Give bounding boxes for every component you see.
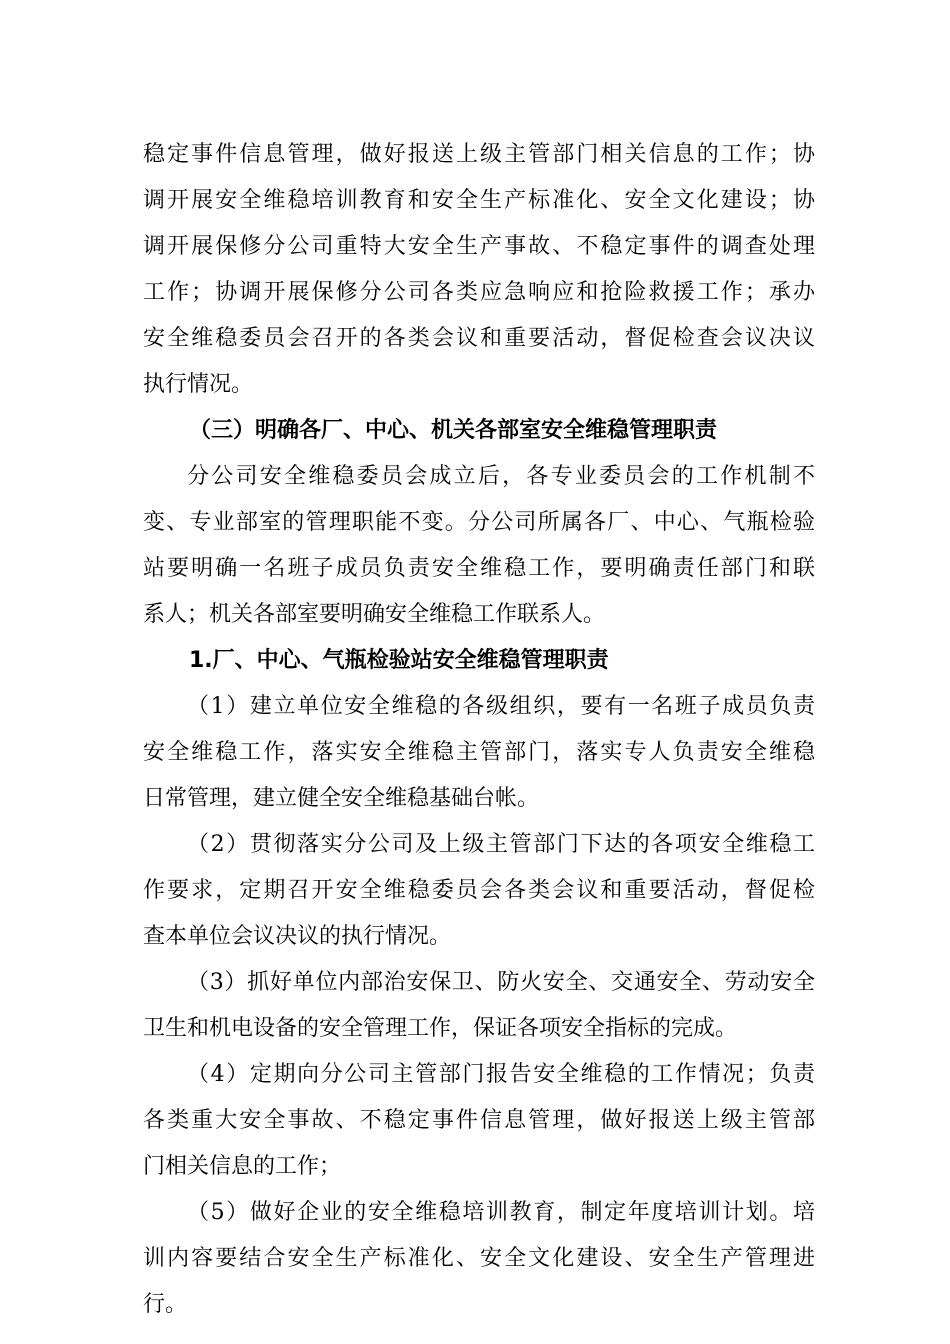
text-line: 训内容要结合安全生产标准化、安全文化建设、安全生产管理进 [143,1246,815,1271]
text-line: 工作；协调开展保修分公司各类应急响应和抢险救援工作；承办 [143,280,815,305]
text-line: 调开展保修分公司重特大安全生产事故、不稳定事件的调查处理 [143,234,815,259]
text-line: 执行情况。 [143,372,254,397]
text-line: 稳定事件信息管理，做好报送上级主管部门相关信息的工作；协 [143,142,815,167]
text-line: （3）抓好单位内部治安保卫、防火安全、交通安全、劳动安全 [187,970,815,995]
section-heading-text: （三）明确各厂、中心、机关各部室安全维稳管理职责 [189,418,718,443]
text-line: （2）贯彻落实分公司及上级主管部门下达的各项安全维稳工 [187,832,815,857]
text-line: 各类重大安全事故、不稳定事件信息管理，做好报送上级主管部 [143,1108,815,1133]
list-item [143,822,815,960]
text-line: （1）建立单位安全维稳的各级组织，要有一名班子成员负责 [187,694,815,719]
text-line: 安全维稳工作，落实安全维稳主管部门，落实专人负责安全维稳 [143,740,815,765]
list-item [143,1190,815,1328]
text-line: （4）定期向分公司主管部门报告安全维稳的工作情况；负责 [187,1062,815,1087]
text-line: 行。 [143,1292,188,1317]
text-line: 查本单位会议决议的执行情况。 [143,924,452,949]
subsection-heading-text: 1.厂、中心、气瓶检验站安全维稳管理职责 [189,648,609,673]
section-heading [143,408,815,454]
text-line: 站要明确一名班子成员负责安全维稳工作，要明确责任部门和联 [143,556,815,581]
text-line: （5）做好企业的安全维稳培训教育，制定年度培训计划。培 [187,1200,815,1225]
text-line: 门相关信息的工作； [143,1154,342,1179]
list-item [143,684,815,822]
document-body [143,132,815,1328]
list-item [143,1052,815,1190]
paragraph [143,454,815,638]
text-line: 卫生和机电设备的安全管理工作，保证各项安全指标的完成。 [143,1016,738,1041]
text-line: 分公司安全维稳委员会成立后，各专业委员会的工作机制不 [187,464,815,489]
text-line: 安全维稳委员会召开的各类会议和重要活动，督促检查会议决议 [143,326,815,351]
paragraph-continuation [143,132,815,408]
text-line: 作要求，定期召开安全维稳委员会各类会议和重要活动，督促检 [143,878,815,903]
text-line: 系人；机关各部室要明确安全维稳工作联系人。 [143,602,606,627]
text-line: 调开展安全维稳培训教育和安全生产标准化、安全文化建设；协 [143,188,815,213]
subsection-heading [143,638,815,684]
text-line: 日常管理，建立健全安全维稳基础台帐。 [143,786,540,811]
text-line: 变、专业部室的管理职能不变。分公司所属各厂、中心、气瓶检验 [143,510,815,535]
list-item [143,960,815,1052]
